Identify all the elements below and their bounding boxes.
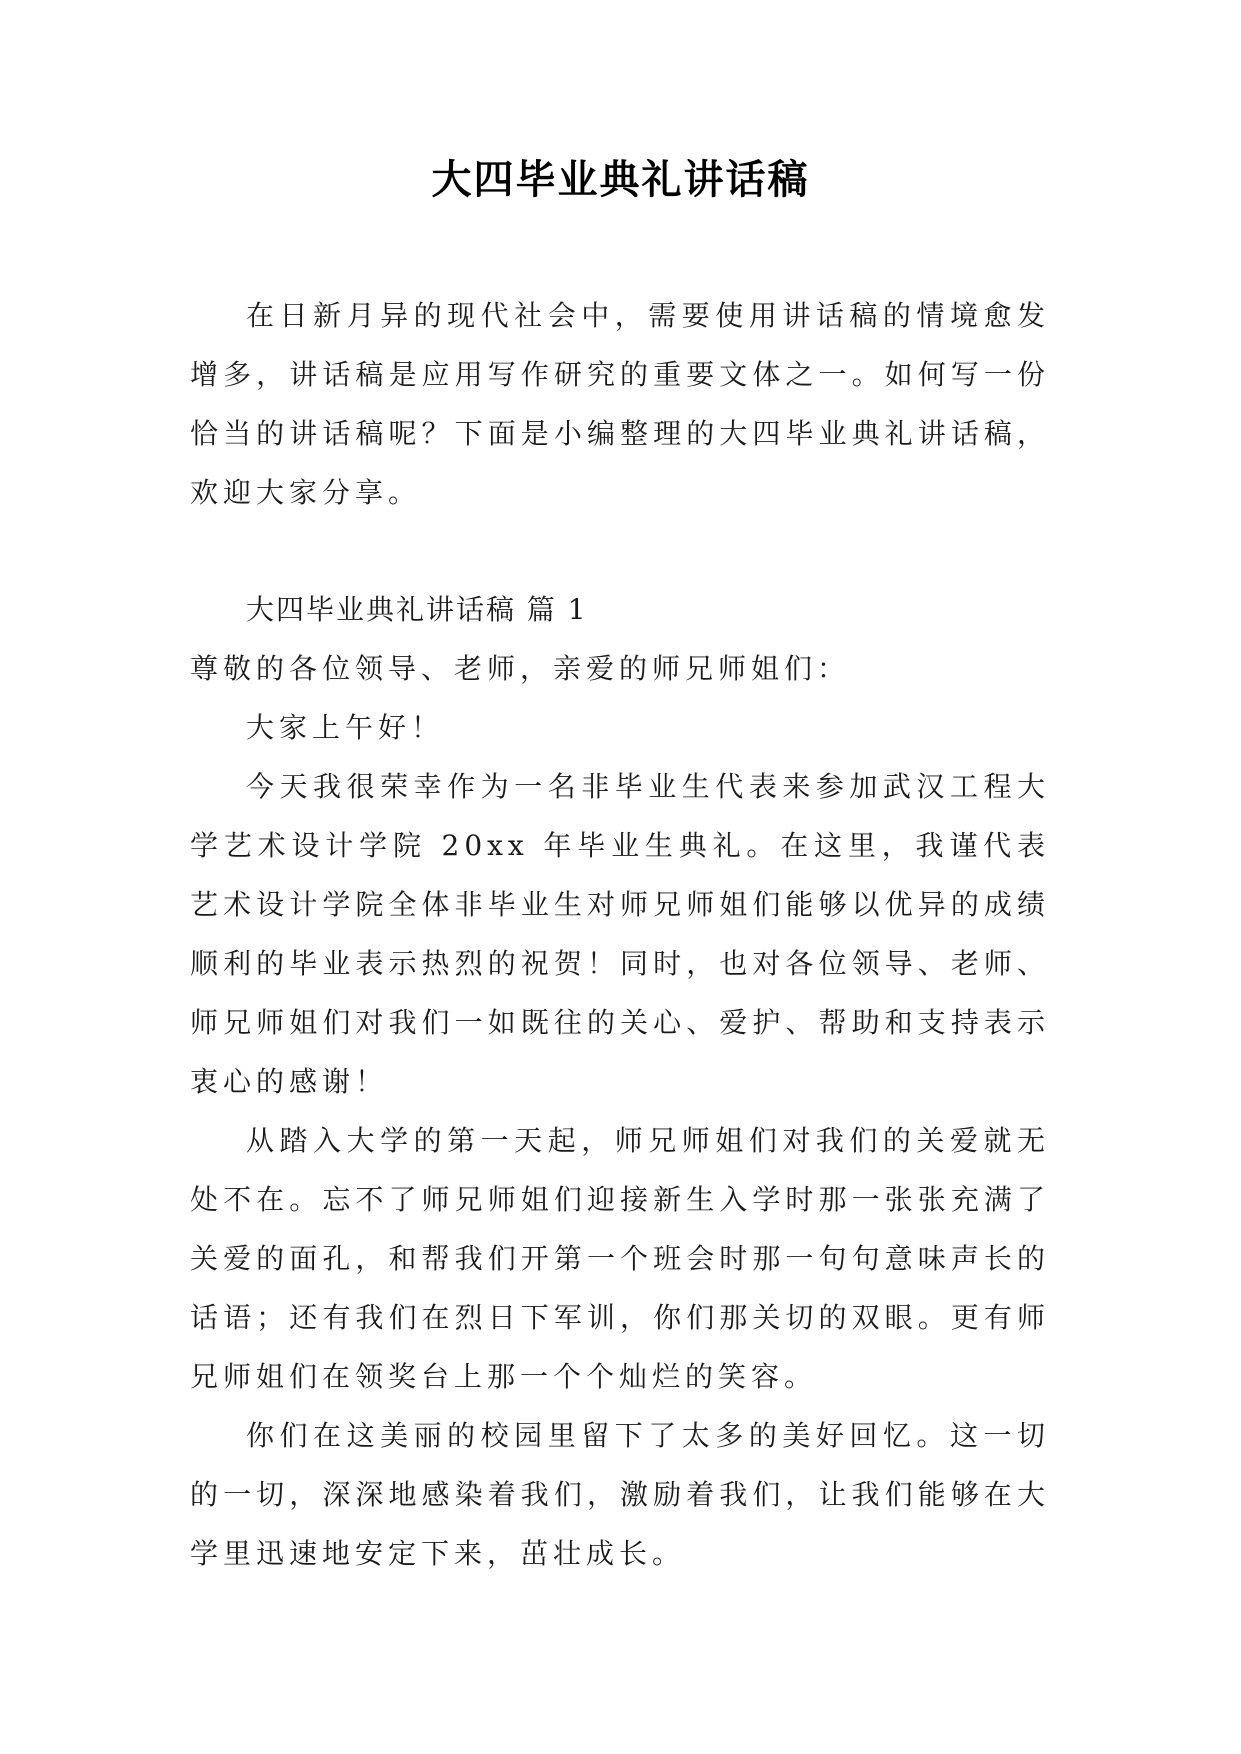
body-paragraph: 今天我很荣幸作为一名非毕业生代表来参加武汉工程大学艺术设计学院 20xx 年毕业生典礼。在这里，我谨代表艺术设计学院全体非毕业生对师兄师姐们能够以优异的成绩顺利的毕业表示热烈的祝贺！同时，也对各位领导、老师、师兄师姐们对我们一如既往的关心、爱护、帮助和支持表示衷心的感谢！ bbox=[190, 770, 1050, 1098]
section-heading: 大四毕业典礼讲话稿 篇 1 bbox=[246, 593, 588, 626]
speech-block bbox=[190, 580, 1050, 1583]
body-paragraph: 从踏入大学的第一天起，师兄师姐们对我们的关爱就无处不在。忘不了师兄师姐们迎接新生入学时那一张张充满了关爱的面孔，和帮我们开第一个班会时那一句句意味声长的话语；还有我们在烈日下军训，你们那关切的双眼。更有师兄师姐们在领奖台上那一个个灿烂的笑容。 bbox=[190, 1124, 1050, 1393]
body-paragraph: 你们在这美丽的校园里留下了太多的美好回忆。这一切的一切，深深地感染着我们，激励着我们，让我们能够在大学里迅速地安定下来，茁壮成长。 bbox=[190, 1419, 1050, 1570]
document-title: 大四毕业典礼讲话稿 bbox=[431, 157, 810, 203]
salutation: 尊敬的各位领导、老师，亲爱的师兄师姐们： bbox=[190, 652, 851, 685]
intro-paragraph: 在日新月异的现代社会中，需要使用讲话稿的情境愈发增多，讲话稿是应用写作研究的重要文体之一。如何写一份恰当的讲话稿呢？下面是小编整理的大四毕业典礼讲话稿，欢迎大家分享。 bbox=[190, 299, 1050, 509]
greeting: 大家上午好！ bbox=[246, 711, 445, 744]
intro-block bbox=[190, 286, 1050, 522]
